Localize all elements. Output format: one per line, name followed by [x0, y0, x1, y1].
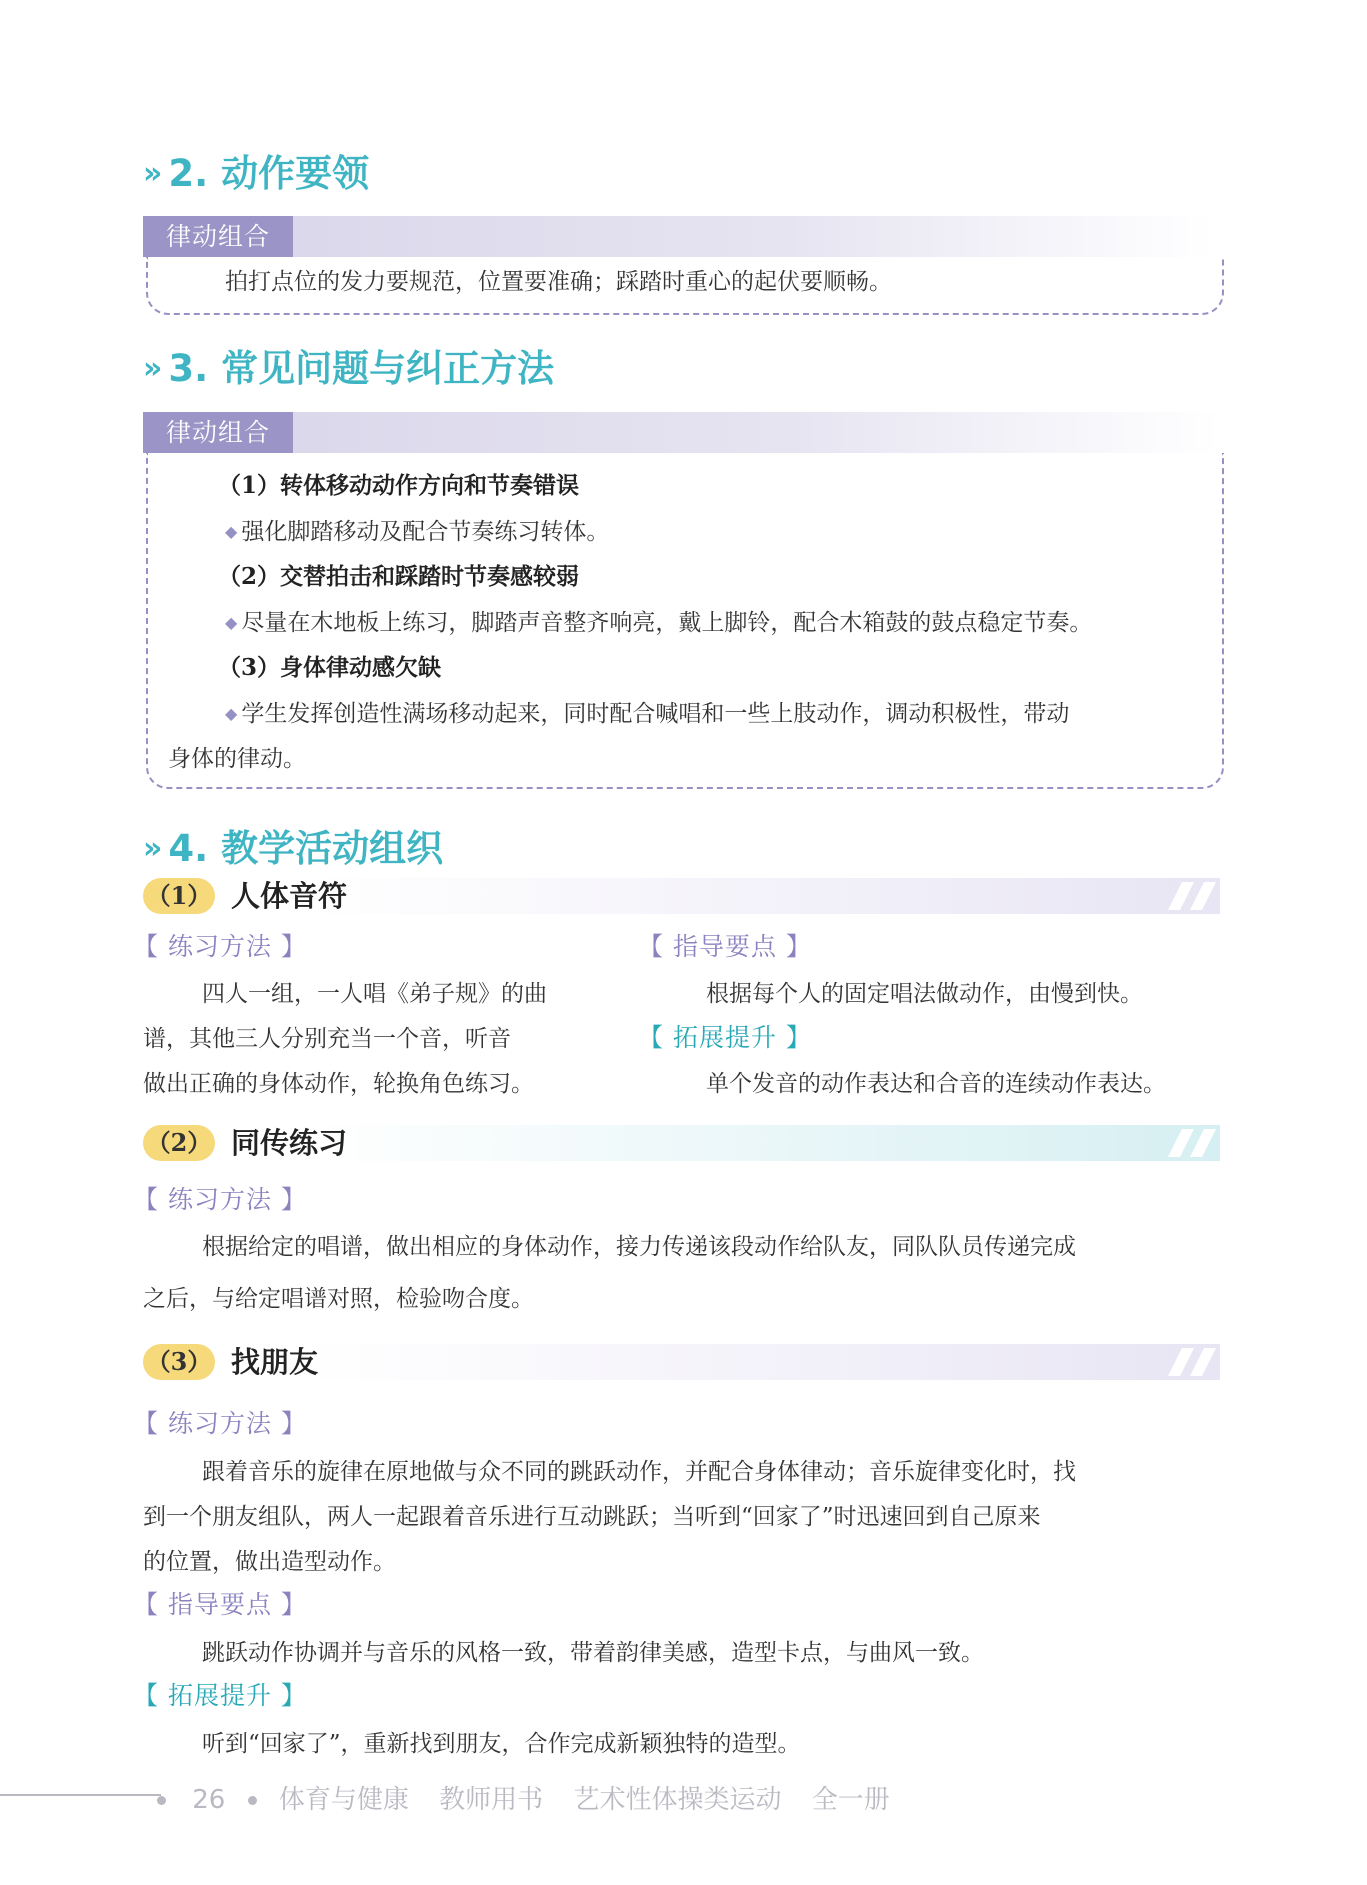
- extension-text: 听到“回家了”，重新找到朋友，合作完成新颖独特的造型。: [202, 1731, 801, 1757]
- activity-title: 同传练习: [231, 1126, 348, 1160]
- problem-heading: （2）交替拍击和踩踏时节奏感较弱: [218, 563, 580, 590]
- chevron-right-icon: »: [143, 156, 163, 191]
- guide-label: 【 指导要点 】: [638, 932, 812, 961]
- extension-text: 单个发音的动作表达和合音的连续动作表达。: [706, 1071, 1166, 1097]
- method-line: 谱，其他三人分别充当一个音，听音: [143, 1026, 511, 1052]
- problem-fix-cont: 身体的律动。: [168, 746, 306, 772]
- stripe-decoration-icon: [1168, 1129, 1220, 1157]
- method-line: 四人一组，一人唱《弟子规》的曲: [202, 981, 547, 1007]
- method-line: 到一个朋友组队，两人一起跟着音乐进行互动跳跃；当听到“回家了”时迅速回到自己原来: [143, 1504, 1041, 1530]
- activity-1-header: [143, 878, 1220, 914]
- footer-subject: 艺术性体操类运动: [573, 1785, 782, 1815]
- method-line: 根据给定的唱谱，做出相应的身体动作，接力传递该段动作给队友，同队队员传递完成: [202, 1234, 1076, 1260]
- section-4-heading: » 4. 教学活动组织: [143, 827, 444, 870]
- activity-number: （2）: [143, 1125, 215, 1161]
- guide-label: 【 指导要点 】: [133, 1590, 307, 1619]
- problem-fix: ◆ 尽量在木地板上练习，脚踏声音整齐响亮，戴上脚铃，配合木箱鼓的鼓点稳定节奏。: [225, 610, 1093, 636]
- tag-label: 律动组合: [143, 216, 293, 257]
- activity-title: 找朋友: [231, 1345, 319, 1379]
- footer-rule: [0, 1794, 161, 1796]
- method-line: 跟着音乐的旋律在原地做与众不同的跳跃动作，并配合身体律动；音乐旋律变化时，找: [202, 1459, 1076, 1485]
- diamond-bullet-icon: ◆: [225, 613, 238, 632]
- method-label: 【 练习方法 】: [133, 932, 307, 961]
- problem-fix: ◆ 强化脚踏移动及配合节奏练习转体。: [225, 519, 610, 545]
- extension-label: 【 拓展提升 】: [133, 1681, 307, 1710]
- stripe-decoration-icon: [1168, 1348, 1220, 1376]
- stripe-decoration-icon: [1168, 882, 1220, 910]
- dot-icon: [248, 1796, 257, 1805]
- method-line: 的位置，做出造型动作。: [143, 1549, 396, 1575]
- problem-heading: （3）身体律动感欠缺: [218, 654, 442, 681]
- problem-fix: ◆ 学生发挥创造性满场移动起来，同时配合喊唱和一些上肢动作，调动积极性，带动: [225, 701, 1070, 727]
- method-line: 之后，与给定唱谱对照，检验吻合度。: [143, 1286, 534, 1312]
- sec2-text: 拍打点位的发力要规范，位置要准确；踩踏时重心的起伏要顺畅。: [225, 269, 892, 295]
- tag-label: 律动组合: [143, 412, 293, 453]
- section-2-heading: » 2. 动作要领: [143, 152, 370, 195]
- dot-icon: [157, 1796, 166, 1805]
- footer-kind: 教师用书: [439, 1785, 544, 1815]
- method-label: 【 练习方法 】: [133, 1185, 307, 1214]
- chevron-right-icon: »: [143, 351, 163, 386]
- chevron-right-icon: »: [143, 831, 163, 866]
- guide-text: 根据每个人的固定唱法做动作，由慢到快。: [706, 981, 1143, 1007]
- method-label: 【 练习方法 】: [133, 1409, 307, 1438]
- diamond-bullet-icon: ◆: [225, 522, 238, 541]
- diamond-bullet-icon: ◆: [225, 704, 238, 723]
- problem-heading: （1）转体移动动作方向和节奏错误: [218, 472, 580, 499]
- activity-3-header: [143, 1344, 1220, 1380]
- tag-bar: [143, 216, 1213, 257]
- footer-book: 体育与健康: [278, 1785, 409, 1815]
- footer: [157, 1779, 890, 1816]
- tag-bar: [143, 412, 1220, 453]
- activity-number: （1）: [143, 878, 215, 914]
- section-3-heading: » 3. 常见问题与纠正方法: [143, 347, 555, 390]
- activity-2-header: [143, 1125, 1220, 1161]
- activity-title: 人体音符: [231, 879, 348, 913]
- footer-volume: 全一册: [811, 1785, 890, 1815]
- activity-number: （3）: [143, 1344, 215, 1380]
- page-number: 26: [192, 1785, 226, 1815]
- extension-label: 【 拓展提升 】: [638, 1023, 812, 1052]
- method-line: 做出正确的身体动作，轮换角色练习。: [143, 1071, 534, 1097]
- guide-text: 跳跃动作协调并与音乐的风格一致，带着韵律美感，造型卡点，与曲风一致。: [202, 1640, 984, 1666]
